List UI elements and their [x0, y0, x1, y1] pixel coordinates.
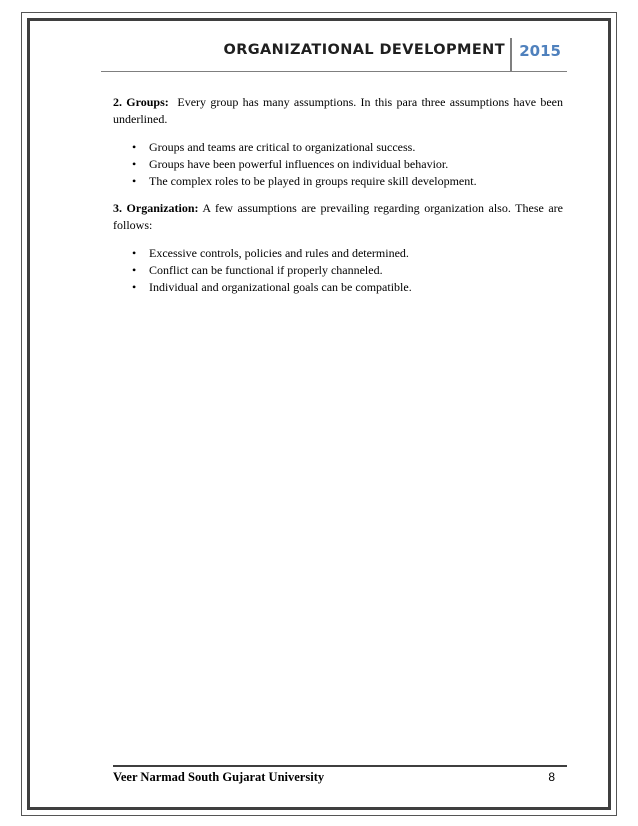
page-header	[101, 38, 567, 72]
list-item	[113, 173, 563, 190]
list-item-text: The complex roles to be played in groups require skill development.	[149, 174, 477, 188]
groups-bullet-list	[113, 139, 563, 190]
bullet-icon: •	[132, 263, 137, 277]
bullet-icon: •	[132, 174, 137, 188]
section-groups	[113, 94, 563, 128]
page-footer	[113, 765, 567, 785]
list-item-text: Excessive controls, policies and rules and determined.	[149, 246, 409, 260]
list-item	[113, 262, 563, 279]
page-number: 8	[548, 770, 555, 784]
list-item	[113, 245, 563, 262]
document-title: ORGANIZATIONAL DEVELOPMENT	[223, 42, 505, 58]
list-item-text: Groups have been powerful influences on individual behavior.	[149, 157, 449, 171]
bullet-icon: •	[132, 246, 137, 260]
bullet-icon: •	[132, 280, 137, 294]
section-text: A few assumptions are prevailing regarding organization also. These are follows:	[113, 201, 563, 232]
list-item-text: Individual and organizational goals can be compatible.	[149, 280, 412, 294]
organization-bullet-list	[113, 245, 563, 296]
list-item	[113, 156, 563, 173]
list-item-text: Groups and teams are critical to organizational success.	[149, 140, 416, 154]
header-divider	[510, 38, 512, 71]
bullet-icon: •	[132, 157, 137, 171]
section-text: Every group has many assumptions. In this para three assumptions have been underlined.	[113, 95, 564, 126]
section-heading: 3. Organization:	[113, 201, 199, 215]
section-heading: 2. Groups:	[113, 95, 169, 109]
bullet-icon: •	[132, 140, 137, 154]
page-content	[113, 94, 563, 306]
list-item-text: Conflict can be functional if properly channeled.	[149, 263, 383, 277]
university-name: Veer Narmad South Gujarat University	[113, 770, 325, 784]
document-year: 2015	[519, 42, 561, 60]
list-item	[113, 279, 563, 296]
list-item	[113, 139, 563, 156]
section-organization	[113, 200, 563, 234]
